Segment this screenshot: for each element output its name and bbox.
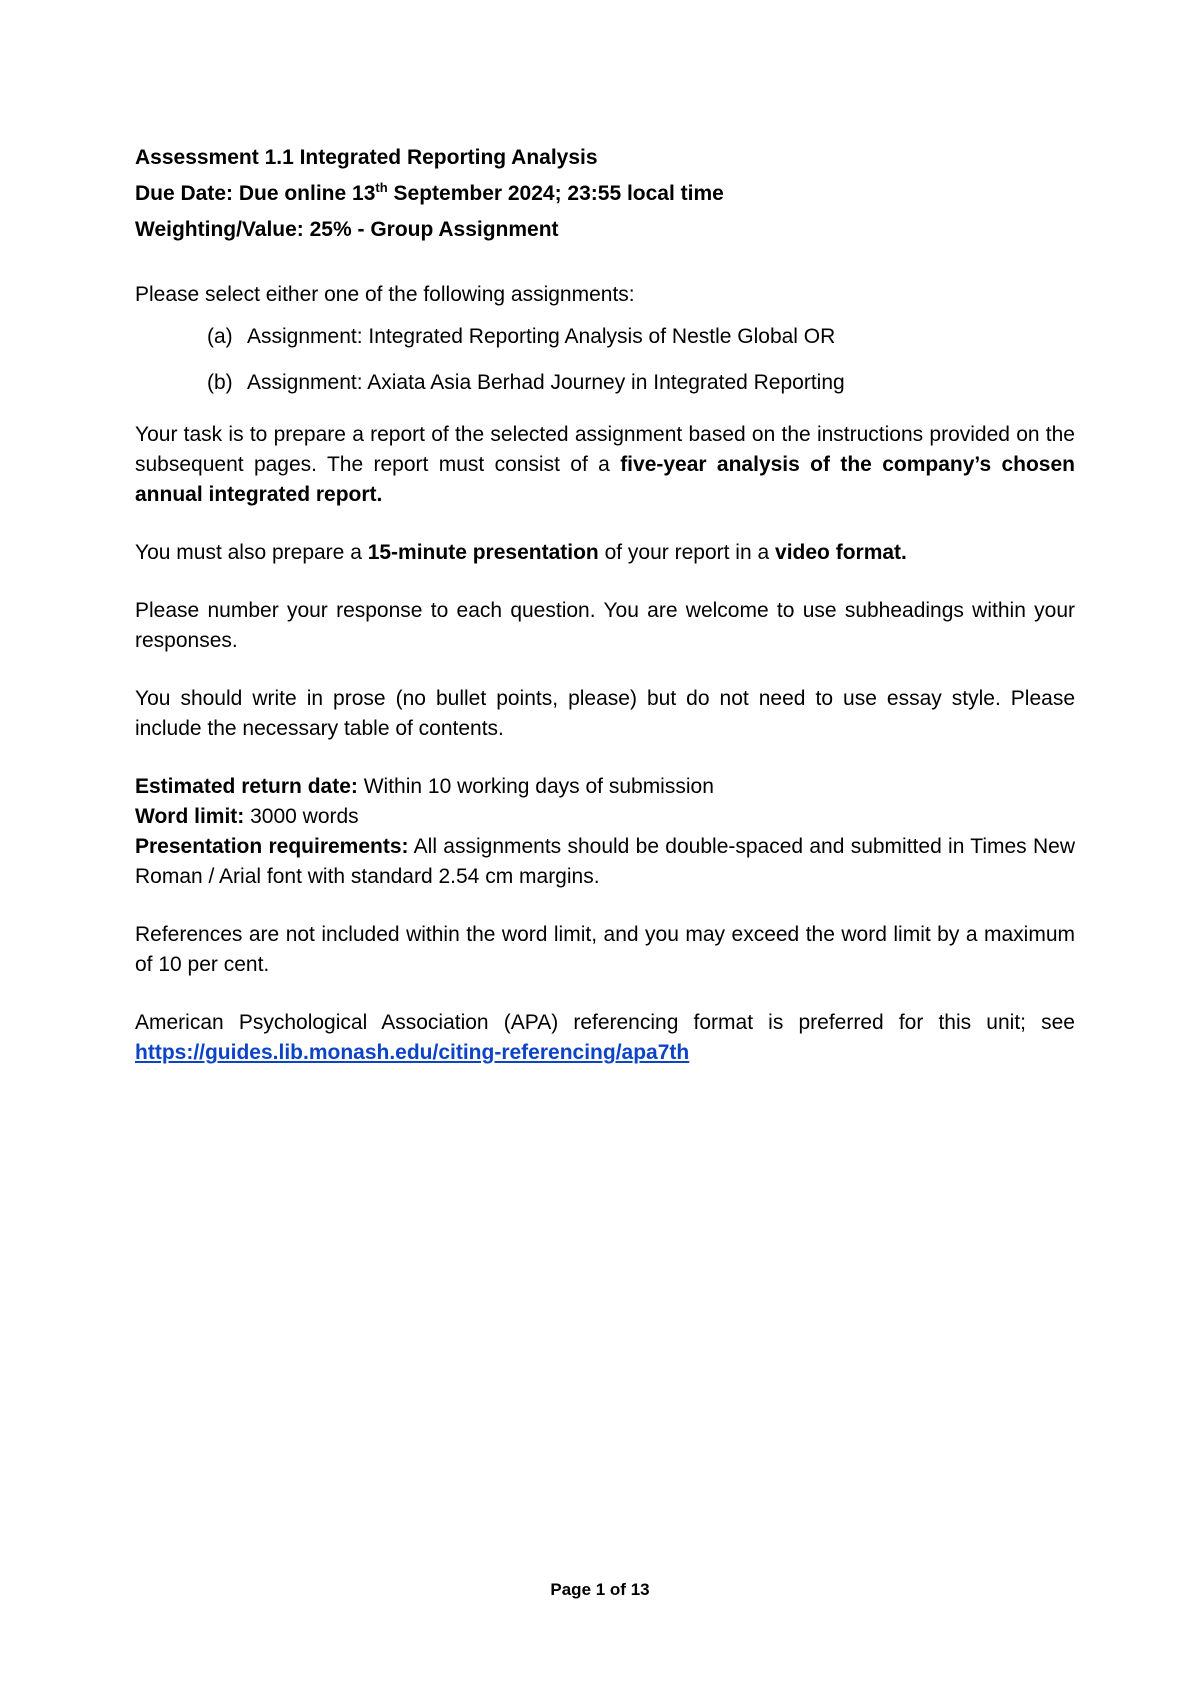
apa-guide-link[interactable]: https://guides.lib.monash.edu/citing-referencing/apa7th xyxy=(135,1041,690,1064)
option-marker: (b) xyxy=(207,371,233,394)
due-date xyxy=(135,176,1075,212)
weighting: Weighting/Value: 25% - Group Assignment xyxy=(135,218,559,241)
option-text: Assignment: Axiata Asia Berhad Journey in Integrated Reporting xyxy=(247,371,845,394)
word-limit-label: Word limit: xyxy=(135,805,245,828)
presentation-format: video format xyxy=(775,541,902,564)
assessment-title: Assessment 1.1 Integrated Reporting Analysis xyxy=(135,146,598,169)
return-date-label: Estimated return date: xyxy=(135,775,358,798)
presentation-text: You must also prepare a xyxy=(135,541,368,564)
due-date-ordinal: th xyxy=(375,180,388,195)
presentation-duration: 15-minute presentation xyxy=(367,541,599,564)
word-limit-line xyxy=(135,802,1075,832)
page-number: Page 1 of 13 xyxy=(550,1580,650,1599)
return-date-line xyxy=(135,772,1075,802)
task-paragraph xyxy=(135,420,1075,510)
task-text: Your task is to prepare a report of the selected assignment based on the instructions provided on the subsequent pages. The report must consist of a xyxy=(135,423,1075,476)
assignment-option-b xyxy=(135,368,1075,398)
apa-text: American Psychological Association (APA) referencing format is preferred for this unit; see xyxy=(135,1011,1075,1034)
prose-paragraph: You should write in prose (no bullet points, please) but do not need to use essay style. Please include the necessary table of contents. xyxy=(135,687,1075,740)
spacer xyxy=(135,248,1075,280)
task-end: . xyxy=(376,483,383,506)
assignment-options xyxy=(135,322,1075,398)
references-paragraph: References are not included within the word limit, and you may exceed the word limit by a maximum of 10 per cent. xyxy=(135,923,1075,976)
assignment-option-a xyxy=(135,322,1075,352)
requirements-value: All assignments should be double-spaced and submitted in Times New Roman / Arial font with standard 2.54 cm margins. xyxy=(135,835,1075,888)
apa-paragraph xyxy=(135,1008,1075,1068)
due-date-suffix: September 2024; 23:55 local time xyxy=(387,182,724,205)
submission-details xyxy=(135,772,1075,892)
due-date-prefix: Due Date: Due online 13 xyxy=(135,182,376,205)
numbering-paragraph: Please number your response to each question. You are welcome to use subheadings within your responses. xyxy=(135,599,1075,652)
option-text: Assignment: Integrated Reporting Analysis of Nestle Global OR xyxy=(247,325,836,348)
intro-text: Please select either one of the following assignments: xyxy=(135,283,635,306)
page-content xyxy=(135,140,1075,1096)
requirements-label: Presentation requirements: xyxy=(135,835,409,858)
presentation-paragraph xyxy=(135,538,1075,568)
option-marker: (a) xyxy=(207,325,233,348)
requirements-line xyxy=(135,832,1075,892)
return-date-value: Within 10 working days of submission xyxy=(357,775,714,798)
task-bold: five-year analysis of the company’s chosen annual integrated report xyxy=(135,453,1075,506)
presentation-end: . xyxy=(901,541,907,564)
word-limit-value: 3000 words xyxy=(244,805,359,828)
presentation-text-2: of your report in a xyxy=(598,541,776,564)
